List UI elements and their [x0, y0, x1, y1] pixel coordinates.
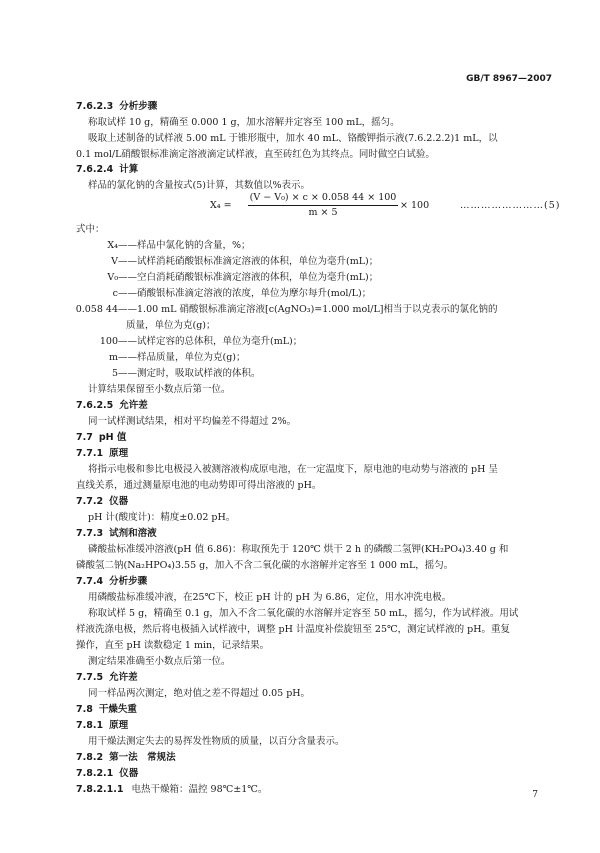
definition-text: ——样品中氯化钠的含量，%； — [118, 240, 251, 251]
definition-item — [84, 352, 246, 364]
section-7-7-4-heading — [76, 576, 147, 588]
section-title: 原理 — [109, 448, 129, 459]
definition-text: ——硝酸银标准滴定溶液的浓度，单位为摩尔每升(mol/L)； — [118, 288, 372, 299]
section-7-7-2-heading — [76, 496, 128, 508]
paragraph: 磷酸氢二钠(Na₂HPO₄)3.55 g，加入不含二氧化碳的水溶解并定容至 1 000 mL，摇匀。 — [76, 560, 454, 571]
paragraph: 样品的氯化钠的含量按式(5)计算，其数值以%表示。 — [88, 180, 310, 191]
section-7-8-2-1-1 — [76, 784, 267, 796]
section-7-7-3-heading — [76, 528, 157, 540]
formula-denominator: m × 5 — [308, 206, 338, 218]
section-title: 试剂和溶液 — [109, 528, 157, 539]
section-title: 分析步骤 — [119, 101, 158, 112]
section-title: pH 值 — [98, 432, 127, 443]
section-number: 7.6.2.3 — [76, 101, 114, 112]
section-number: 7.7.2 — [76, 496, 104, 507]
section-title: 计算 — [119, 164, 139, 175]
section-title: 分析步骤 — [109, 576, 148, 587]
formula-5 — [210, 192, 580, 220]
section-title: 干燥失重 — [98, 704, 137, 715]
section-number: 7.8.1 — [76, 720, 104, 731]
paragraph: 磷酸盐标准缓冲溶液(pH 值 6.86)：称取预先于 120℃ 烘干 2 h 的磷酸二氢钾(KH₂PO₄)3.40 g 和 — [88, 544, 509, 555]
paragraph: 同一样品两次测定，绝对值之差不得超过 0.05 pH。 — [88, 688, 311, 699]
definition-item — [84, 288, 371, 300]
section-number: 7.7.3 — [76, 528, 104, 539]
section-number: 7.6.2.4 — [76, 164, 114, 175]
section-title: 第一法 常规法 — [109, 752, 176, 763]
definition-symbol: X₄ — [107, 240, 118, 251]
section-number: 7.8 — [76, 704, 93, 715]
definition-symbol: V₀ — [107, 272, 118, 283]
definition-symbol: 5 — [111, 368, 118, 379]
definition-symbol: 100 — [99, 336, 118, 347]
section-7-6-2-5-heading — [76, 400, 148, 412]
section-7-8-1-heading — [76, 720, 128, 732]
paragraph: 0.1 mol/L硝酸银标准滴定溶液滴定试样液，直至砖红色为其终点。同时做空白试验。 — [76, 149, 435, 160]
where-label: 式中： — [76, 224, 105, 235]
definition-continuation: 质量，单位为克(g)； — [126, 320, 216, 331]
section-title: 仪器 — [109, 496, 129, 507]
paragraph: 测定结果准确至小数点后第一位。 — [88, 656, 231, 667]
formula-numerator: (V − V₀) × c × 0.058 44 × 100 — [248, 192, 398, 206]
section-7-7-heading — [76, 432, 126, 444]
definition-text: ——测定时，吸取试样液的体积。 — [118, 368, 261, 379]
paragraph: 同一试样测试结果，相对平均偏差不得超过 2%。 — [88, 416, 297, 427]
paragraph: 直线关系，通过测量原电池的电动势即可得出溶液的 pH。 — [76, 480, 322, 491]
section-title: 原理 — [109, 720, 129, 731]
item-text: 电热干燥箱：温控 98℃±1℃。 — [131, 784, 268, 795]
paragraph: 称取试样 10 g，精确至 0.000 1 g，加水溶解并定容至 100 mL，摇匀。 — [88, 117, 400, 128]
section-number: 7.8.2.1.1 — [76, 784, 124, 795]
definition-text: ——试样定容的总体积，单位为毫升(mL)； — [118, 336, 303, 347]
paragraph: 操作，直至 pH 读数稳定 1 min，记录结果。 — [76, 640, 270, 651]
section-7-6-2-4-heading — [76, 164, 138, 176]
equation-number: ……………………(5) — [460, 200, 561, 211]
standard-code-header: GB/T 8967—2007 — [466, 74, 552, 84]
section-number: 7.8.2.1 — [76, 768, 114, 779]
definition-text: ——空白消耗硝酸银标准滴定溶液的体积，单位为毫升(mL)； — [118, 272, 379, 283]
definition-item — [84, 272, 378, 284]
paragraph: 样液洗涤电极，然后将电极插入试样液中，调整 pH 计温度补偿旋钮至 25℃，测定试样液的 pH。重复 — [76, 624, 511, 635]
section-number: 7.7.5 — [76, 672, 104, 683]
section-7-8-2-heading — [76, 752, 176, 764]
definition-item — [84, 256, 378, 268]
section-number: 7.7.1 — [76, 448, 104, 459]
definition-item — [72, 304, 497, 316]
paragraph: pH 计(酸度计)：精度±0.02 pH。 — [88, 512, 236, 523]
paragraph: 计算结果保留至小数点后第一位。 — [88, 384, 231, 395]
section-7-8-2-1-heading — [76, 768, 138, 780]
definition-symbol: m — [108, 352, 118, 363]
section-7-6-2-3-heading — [76, 101, 157, 113]
section-7-8-heading — [76, 704, 137, 716]
formula-lhs: X₄ = — [210, 200, 232, 211]
definition-item — [84, 368, 261, 380]
section-title: 仪器 — [119, 768, 139, 779]
definition-item — [84, 336, 302, 348]
paragraph: 称取试样 5 g，精确至 0.1 g，加入不含二氧化碳的水溶解并定容至 50 mL，摇匀，作为试样液。用试 — [88, 608, 519, 619]
definition-symbol: V — [111, 256, 118, 267]
definition-text: ——1.00 mL 硝酸银标准滴定溶液[c(AgNO₃)=1.000 mol/L]相当于以克表示的氯化钠的 — [118, 304, 498, 315]
definition-text: ——样品质量，单位为克(g)； — [118, 352, 246, 363]
paragraph: 吸取上述制备的试样液 5.00 mL 于锥形瓶中，加水 40 mL、铬酸钾指示液(7.6.2.2.2)1 mL，以 — [88, 133, 498, 144]
definition-text: ——试样消耗硝酸银标准滴定溶液的体积，单位为毫升(mL)； — [118, 256, 379, 267]
definition-symbol: c — [112, 288, 118, 299]
section-7-7-1-heading — [76, 448, 128, 460]
section-number: 7.6.2.5 — [76, 400, 114, 411]
paragraph: 用磷酸盐标准缓冲液，在25℃下，校正 pH 计的 pH 为 6.86，定位，用水冲洗电极。 — [88, 592, 452, 603]
paragraph: 用干燥法测定失去的易挥发性物质的质量，以百分含量表示。 — [88, 736, 345, 747]
formula-multiplier: × 100 — [400, 200, 430, 211]
section-title: 允许差 — [119, 400, 148, 411]
section-7-7-5-heading — [76, 672, 138, 684]
section-number: 7.8.2 — [76, 752, 104, 763]
formula-fraction — [248, 192, 398, 219]
page-number: 7 — [532, 790, 538, 800]
section-title: 允许差 — [109, 672, 138, 683]
definition-item — [84, 240, 251, 252]
section-number: 7.7.4 — [76, 576, 104, 587]
section-number: 7.7 — [76, 432, 93, 443]
definition-symbol: 0.058 44 — [75, 304, 118, 315]
paragraph: 将指示电极和参比电极浸入被测溶液构成原电池，在一定温度下，原电池的电动势与溶液的 pH 呈 — [88, 464, 498, 475]
